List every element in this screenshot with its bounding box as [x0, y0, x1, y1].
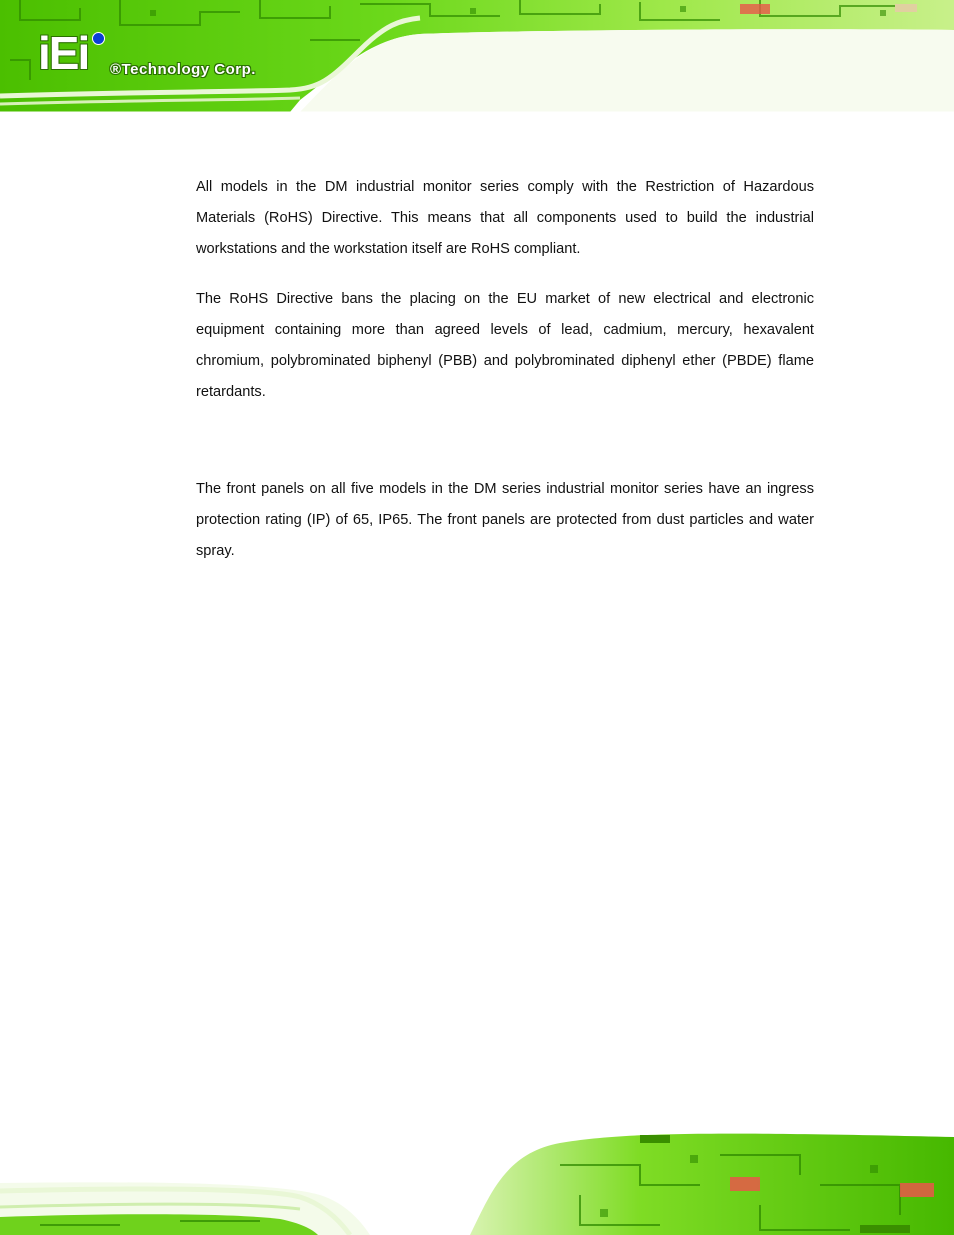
document-body — [196, 172, 814, 567]
logo-company-name: ®Technology Corp. — [110, 61, 256, 78]
logo-mark: iEi — [38, 27, 89, 79]
paragraph-rohs-compliance: All models in the DM industrial monitor series comply with the Restriction of Hazardous Materials (RoHS) Directive. This means that all components used to build the industrial workstations and the workstation itself are RoHS compliant. — [196, 179, 814, 257]
iei-logo — [38, 27, 298, 84]
blue-dot-icon — [92, 32, 105, 45]
paragraph-ip65-rating: The front panels on all five models in the DM series industrial monitor series have an ingress protection rating (IP) of 65, IP65. The front panels are protected from dust particles and water spray. — [196, 481, 814, 559]
paragraph-rohs-directive: The RoHS Directive bans the placing on the EU market of new electrical and electronic equipment containing more than agreed levels of lead, cadmium, mercury, hexavalent chromium, polybrominated biphenyl (PBB) and polybrominated diphenyl ether (PBDE) flame retardants. — [196, 291, 814, 400]
footer-circuit-banner — [0, 1125, 954, 1235]
